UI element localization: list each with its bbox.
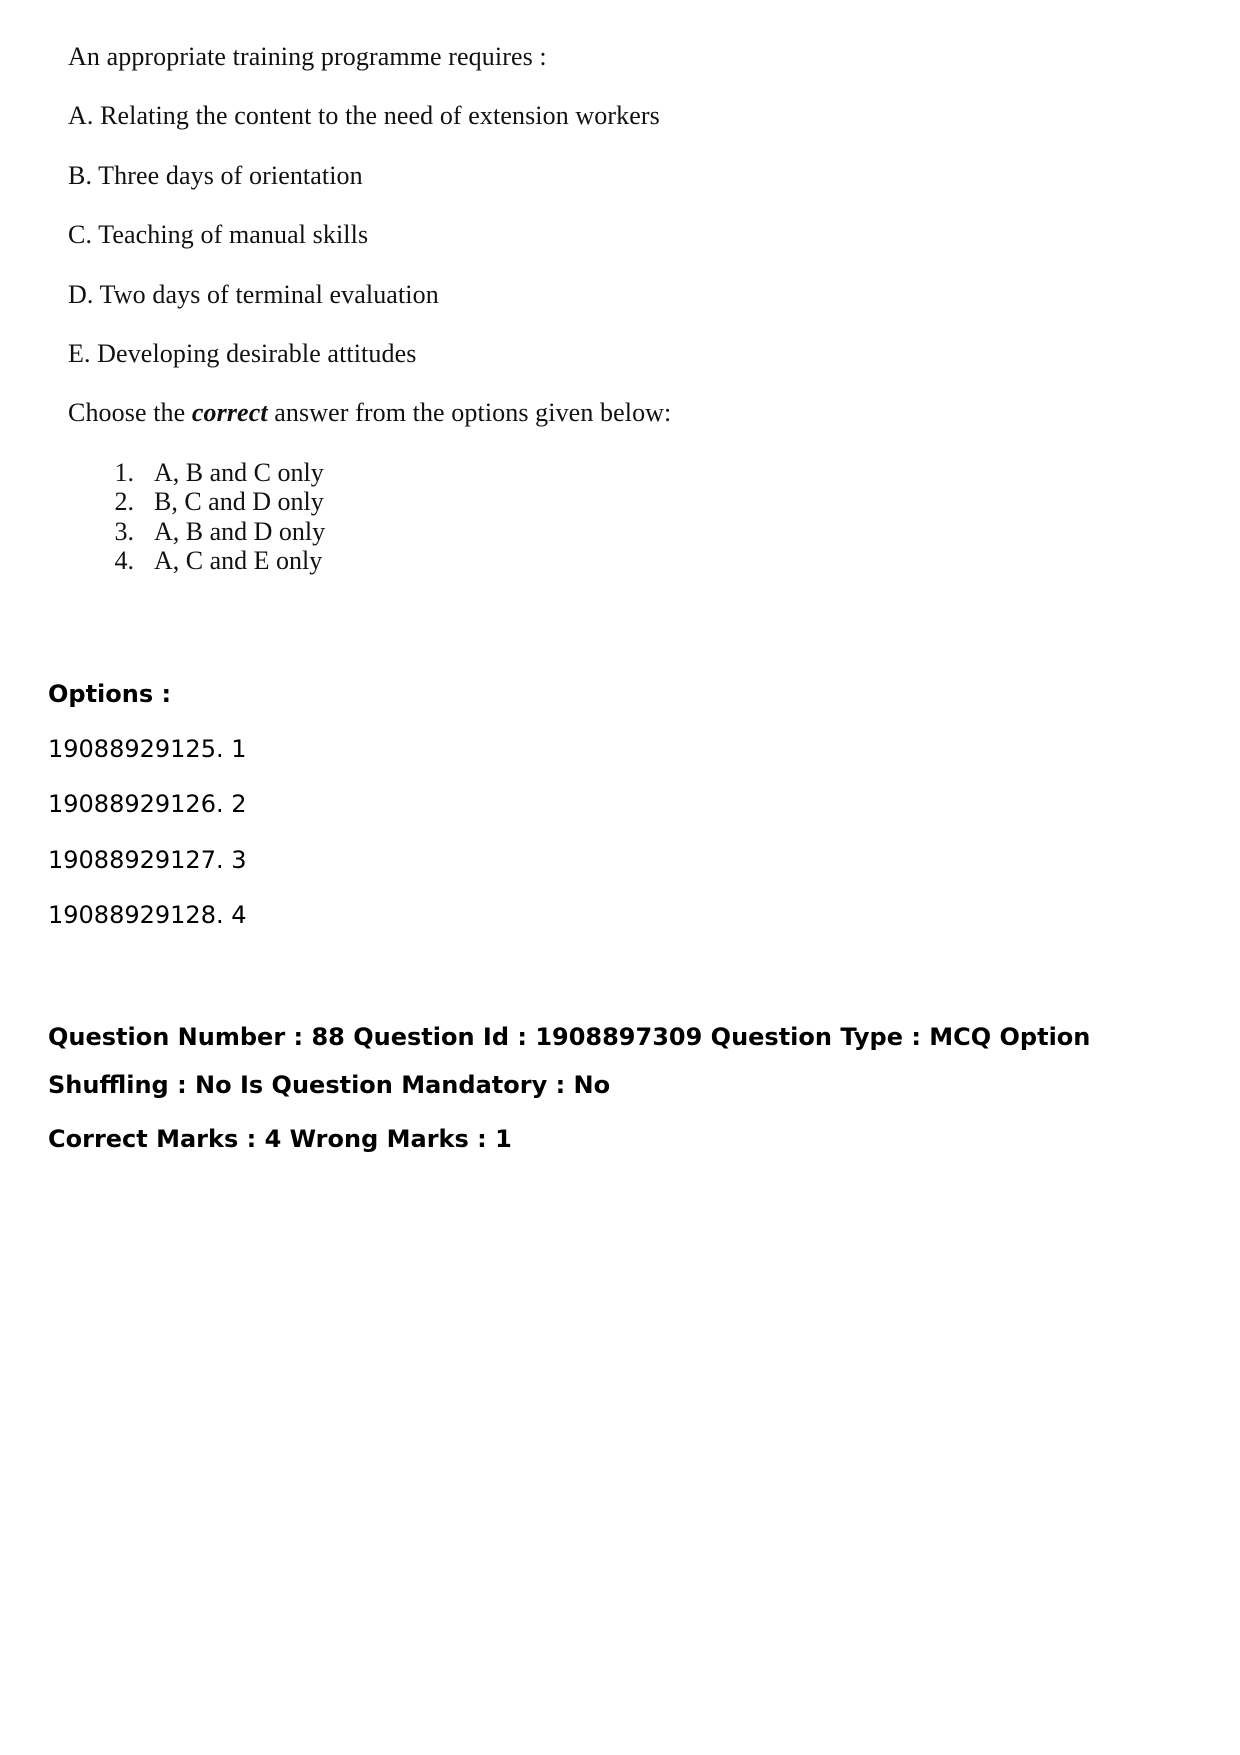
- statement-e: E. Developing desirable attitudes: [68, 339, 417, 368]
- choice-number: 1.: [114, 458, 134, 487]
- question-header: Question Number : 88 Question Id : 1908897309 Question Type : MCQ Option Shuffling : No Is Question Mandatory : No: [48, 1023, 1091, 1099]
- question-image: [48, 30, 828, 655]
- choice-text: B, C and D only: [154, 487, 324, 516]
- choice-item: [108, 517, 325, 547]
- statement-c: C. Teaching of manual skills: [68, 220, 369, 249]
- instruction-post: answer from the options given below:: [267, 398, 672, 427]
- statement-a: A. Relating the content to the need of extension workers: [68, 101, 660, 130]
- choice-item: [108, 546, 322, 576]
- question-stem: An appropriate training programme requires :: [68, 42, 547, 71]
- option-item: 19088929126. 2: [48, 790, 247, 818]
- marks-info: Correct Marks : 4 Wrong Marks : 1: [48, 1125, 512, 1153]
- instruction-emphasis: correct: [191, 398, 268, 427]
- choice-number: 3.: [114, 517, 134, 546]
- choice-number: 4.: [114, 546, 134, 575]
- choice-number: 2.: [114, 487, 134, 516]
- choice-text: A, B and D only: [154, 517, 326, 546]
- choice-text: A, B and C only: [154, 458, 324, 487]
- statement-b: B. Three days of orientation: [68, 161, 363, 190]
- statement-d: D. Two days of terminal evaluation: [68, 280, 439, 309]
- choice-item: [108, 487, 324, 517]
- instruction: [68, 398, 671, 428]
- option-item: 19088929125. 1: [48, 735, 247, 763]
- option-item: 19088929127. 3: [48, 846, 247, 874]
- options-heading: Options :: [48, 680, 172, 708]
- instruction-pre: Choose the: [68, 398, 192, 427]
- option-item: 19088929128. 4: [48, 901, 247, 929]
- choice-text: A, C and E only: [154, 546, 323, 575]
- choice-item: [108, 458, 324, 488]
